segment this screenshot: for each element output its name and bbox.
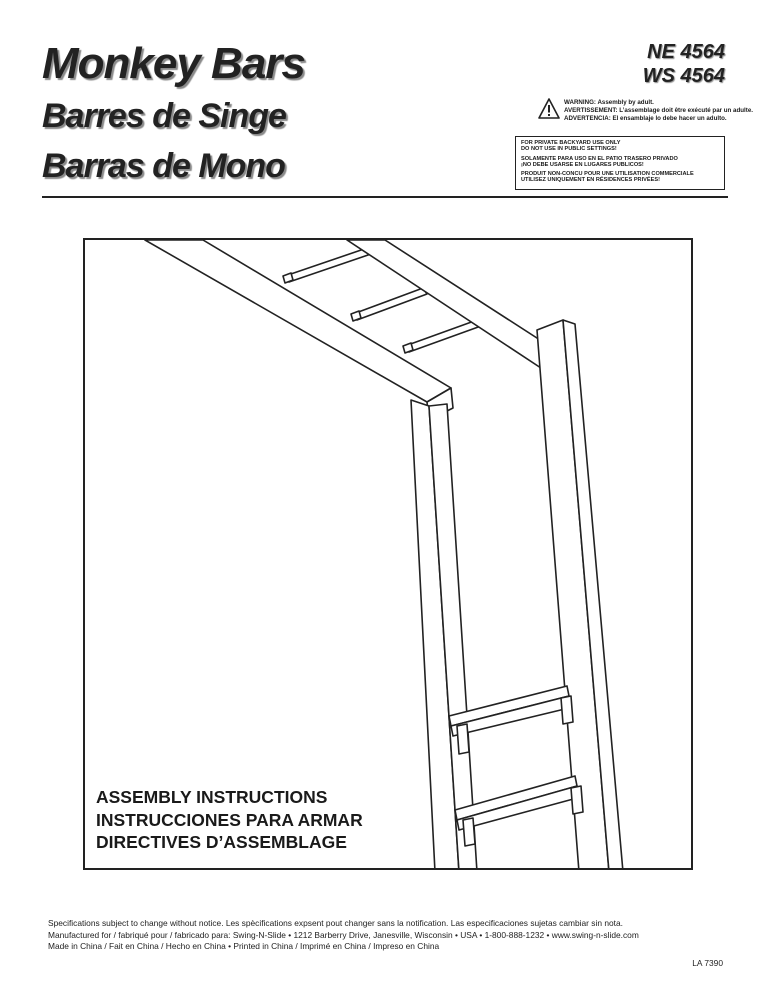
monkey-bars-illustration	[83, 238, 693, 870]
model-numbers	[643, 40, 725, 88]
private-use-line: FOR PRIVATE BACKYARD USE ONLY	[521, 140, 621, 146]
warning-line-en: WARNING: Assembly by adult.	[564, 99, 654, 106]
warning-line-fr: AVERTISSEMENT: L’assemblage doit être exécuté par un adulte.	[564, 107, 753, 114]
document-code: LA 7390	[692, 958, 723, 968]
header-divider	[42, 196, 728, 198]
warning-line-es: ADVERTENCIA: El ensamblaje lo debe hacer un adulto.	[564, 115, 727, 122]
footer	[48, 918, 639, 953]
model-number: WS 4564	[642, 65, 725, 87]
title-english: Monkey Bars	[42, 39, 305, 88]
private-use-line: DO NOT USE IN PUBLIC SETTINGS!	[521, 146, 617, 153]
assembly-heading-fr: DIRECTIVES D’ASSEMBLAGE	[96, 832, 347, 852]
private-use-box	[515, 136, 725, 190]
private-use-line: UTILISEZ UNIQUEMENT EN RÉSIDENCES PRIVÉES!	[521, 177, 660, 184]
title-block	[42, 38, 305, 188]
title-french: Barres de Singe	[42, 97, 286, 135]
footer-manufacturer: Manufactured for / fabriqué pour / fabricado para: Swing-N-Slide • 1212 Barberry Drive, Janesville, Wisconsin • USA • 1-800-888-1232 • www.swing-n-slide.com	[48, 929, 639, 940]
private-use-line: PRODUIT NON-CONCU POUR UNE UTILISATION COMMERCIALE	[521, 171, 694, 178]
private-use-line: SOLAMENTE PARA USO EN EL PATIO TRASERO PRIVADO	[521, 155, 678, 162]
footer-specifications: Specifications subject to change without notice. Les spècifications expsent pout changer sans la notification. Las especificaciones sujetas cambiar sin nota.	[48, 918, 623, 928]
assembly-heading-en: ASSEMBLY INSTRUCTIONS	[96, 787, 328, 807]
warning-notice	[538, 98, 753, 124]
warning-triangle-icon	[538, 98, 560, 120]
warning-text	[564, 99, 753, 123]
assembly-heading-es: INSTRUCCIONES PARA ARMAR	[96, 809, 363, 830]
model-number: NE 4564	[647, 41, 725, 63]
assembly-instructions-heading	[96, 786, 363, 854]
monkey-bars-drawing	[85, 240, 693, 870]
title-spanish: Barras de Mono	[42, 147, 285, 185]
private-use-line: ¡NO DEBE USARSE EN LUGARES PUBLICOS!	[521, 161, 644, 168]
footer-origin: Made in China / Fait en China / Hecho en China • Printed in China / Imprimé en China / Impreso en China	[48, 941, 440, 951]
